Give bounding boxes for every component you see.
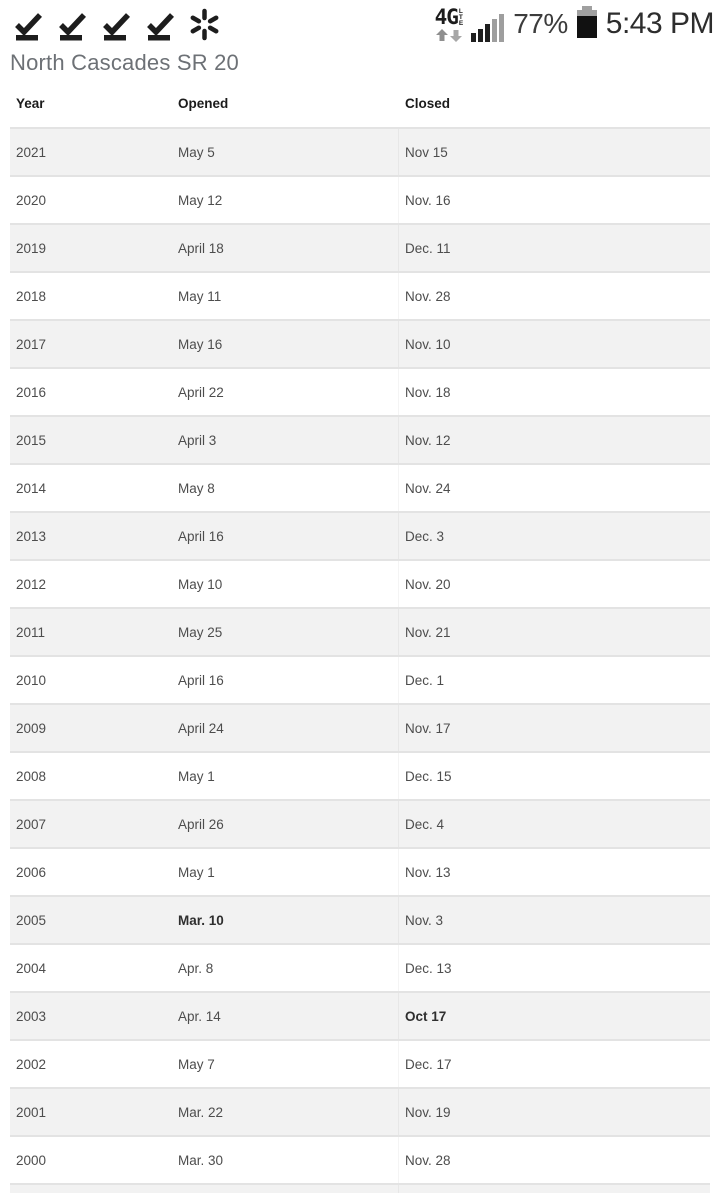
table-row <box>10 1087 710 1135</box>
cell-opened: May 10 <box>178 576 223 592</box>
check-underline-icon <box>56 8 89 41</box>
cell-closed: Nov. 19 <box>398 1089 710 1135</box>
table-row <box>10 271 710 319</box>
table-header-row <box>10 80 710 127</box>
cell-opened: April 24 <box>178 720 224 736</box>
cell-closed: Dec. 13 <box>398 945 710 991</box>
cell-year: 2015 <box>16 432 47 448</box>
cell-year: 2019 <box>16 240 47 256</box>
cell-opened: May 5 <box>178 144 215 160</box>
table-row <box>10 751 710 799</box>
cell-opened: May 12 <box>178 192 223 208</box>
cell-opened: Mar. 22 <box>178 1104 224 1120</box>
table-row <box>10 367 710 415</box>
table-row <box>10 559 710 607</box>
table-row <box>10 319 710 367</box>
cell-year: 2013 <box>16 528 47 544</box>
cell-closed: Nov. 20 <box>398 561 710 607</box>
status-bar <box>0 0 720 48</box>
cell-closed: Nov. 12 <box>398 417 710 463</box>
cell-year: 2009 <box>16 720 47 736</box>
cell-closed: Dec. 17 <box>398 1041 710 1087</box>
page-title: North Cascades SR 20 <box>10 50 239 75</box>
cell-closed: Nov. 16 <box>398 177 710 223</box>
battery-icon <box>576 6 598 42</box>
cell-opened: May 7 <box>178 1056 215 1072</box>
cell-opened: Mar. 30 <box>178 1152 224 1168</box>
cell-year: 2021 <box>16 144 47 160</box>
table-row <box>10 415 710 463</box>
clock-label: 5:43 PM <box>605 7 714 40</box>
cell-closed: Nov. 21 <box>398 609 710 655</box>
network-4g-label: 4G <box>434 4 458 29</box>
check-underline-icon <box>144 8 177 41</box>
header-closed: Closed <box>405 96 451 111</box>
starburst-icon <box>188 8 221 41</box>
cell-closed: Dec. 3 <box>398 513 710 559</box>
table-row <box>10 223 710 271</box>
network-type-icon <box>434 4 464 42</box>
cell-year: 2003 <box>16 1008 47 1024</box>
cell-closed: Dec. 11 <box>398 225 710 271</box>
cell-closed: Dec. 1 <box>398 657 710 703</box>
cell-year: 2006 <box>16 864 47 880</box>
cell-year: 2010 <box>16 672 47 688</box>
table-row <box>10 943 710 991</box>
cell-opened: May 8 <box>178 480 215 496</box>
cell-year: 2005 <box>16 912 47 928</box>
cell-opened: May 1 <box>178 768 215 784</box>
table-row <box>10 847 710 895</box>
battery-percent-label: 77% <box>513 8 568 39</box>
cell-closed: Nov. 10 <box>398 321 710 367</box>
cell-closed: Nov. 3 <box>398 897 710 943</box>
table-row <box>10 511 710 559</box>
cell-opened: April 3 <box>178 432 217 448</box>
table-body <box>10 127 710 1183</box>
cell-closed: Nov. 28 <box>398 1137 710 1183</box>
table-row <box>10 703 710 751</box>
cell-opened: Apr. 8 <box>178 960 214 976</box>
cell-year: 2007 <box>16 816 47 832</box>
check-underline-icon <box>100 8 133 41</box>
cell-opened: May 25 <box>178 624 223 640</box>
cell-closed: Oct 17 <box>398 993 710 1039</box>
cell-opened: May 11 <box>178 288 222 304</box>
network-lte-label: L T E <box>458 7 464 27</box>
cell-opened: May 16 <box>178 336 223 352</box>
cell-year: 2002 <box>16 1056 47 1072</box>
signal-strength-icon <box>471 6 505 42</box>
cell-opened: April 18 <box>178 240 224 256</box>
cell-year: 2017 <box>16 336 47 352</box>
table-row <box>10 1039 710 1087</box>
pass-dates-table[interactable] <box>10 80 710 1193</box>
cell-year: 2001 <box>16 1104 47 1120</box>
table-row <box>10 655 710 703</box>
table-row <box>10 895 710 943</box>
cell-opened: May 1 <box>178 864 215 880</box>
cell-closed: Nov. 18 <box>398 369 710 415</box>
cell-opened: April 26 <box>178 816 224 832</box>
cell-closed: Dec. 15 <box>398 753 710 799</box>
cell-closed: Nov. 28 <box>398 273 710 319</box>
cell-opened: Mar. 10 <box>178 912 224 928</box>
cell-opened: Apr. 14 <box>178 1008 221 1024</box>
cell-closed: Dec. 4 <box>398 801 710 847</box>
table-row <box>10 175 710 223</box>
cell-closed: Nov. 24 <box>398 465 710 511</box>
cell-opened: April 22 <box>178 384 224 400</box>
cell-year: 2018 <box>16 288 47 304</box>
cell-year: 2004 <box>16 960 47 976</box>
header-year: Year <box>16 96 45 111</box>
cell-year: 2012 <box>16 576 47 592</box>
table-row <box>10 127 710 175</box>
cell-year: 2000 <box>16 1152 47 1168</box>
check-underline-icon <box>12 8 45 41</box>
table-row <box>10 463 710 511</box>
cell-closed: Nov. 17 <box>398 705 710 751</box>
table-row <box>10 1135 710 1183</box>
notification-icons <box>12 8 221 41</box>
cell-closed: Nov. 13 <box>398 849 710 895</box>
table-row-partial <box>10 1183 710 1193</box>
data-arrows-icon <box>436 29 462 42</box>
table-row <box>10 991 710 1039</box>
cell-year: 2011 <box>16 624 46 640</box>
cell-year: 2020 <box>16 192 47 208</box>
cell-closed: Nov 15 <box>398 129 710 175</box>
cell-opened: April 16 <box>178 528 224 544</box>
cell-year: 2008 <box>16 768 47 784</box>
cell-year: 2014 <box>16 480 47 496</box>
table-row <box>10 607 710 655</box>
cell-opened: April 16 <box>178 672 224 688</box>
cell-year: 2016 <box>16 384 47 400</box>
table-row <box>10 799 710 847</box>
header-opened: Opened <box>178 96 229 111</box>
